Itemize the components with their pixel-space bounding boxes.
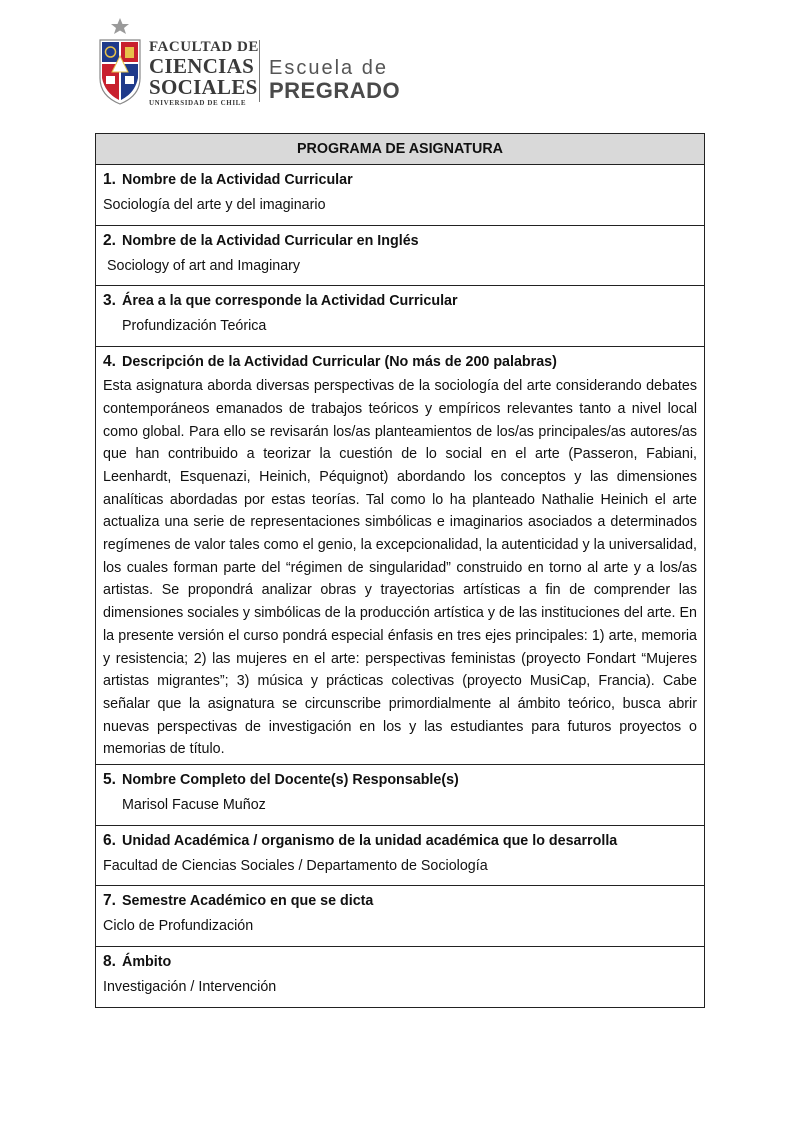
faculty-line-1: FACULTAD DE: [149, 39, 259, 55]
section-number: 4.: [103, 353, 116, 371]
section-body: Marisol Facuse Muñoz: [122, 797, 266, 814]
section-number: 3.: [103, 292, 116, 310]
section-body: Facultad de Ciencias Sociales / Departamento de Sociología: [103, 857, 488, 874]
section-row-5: [96, 765, 705, 826]
section-title: [103, 765, 697, 790]
section-body: Ciclo de Profundización: [103, 918, 254, 935]
section-row-1: [96, 165, 705, 226]
faculty-line-4: UNIVERSIDAD DE CHILE: [149, 99, 247, 107]
section-title: [103, 886, 697, 911]
section-title-text: Descripción de la Actividad Curricular (No más de 200 palabras): [122, 354, 557, 371]
section-title: [103, 947, 697, 972]
section-row-7: [96, 886, 705, 947]
section-number: 7.: [103, 892, 116, 910]
section-body: Investigación / Intervención: [103, 979, 277, 996]
section-number: 8.: [103, 953, 116, 971]
table-title: PROGRAMA DE ASIGNATURA: [96, 134, 705, 165]
logo-divider: [259, 40, 260, 102]
section-row-8: [96, 947, 705, 1008]
university-shield-icon: [97, 16, 143, 106]
section-title-text: Semestre Académico en que se dicta: [122, 893, 374, 910]
section-row-2: [96, 225, 705, 286]
section-title: [103, 286, 697, 311]
section-title-text: Unidad Académica / organismo de la unidad académica que lo desarrolla: [122, 832, 618, 849]
section-title: [103, 347, 697, 372]
section-title-text: Nombre de la Actividad Curricular: [122, 172, 353, 188]
section-body: Sociología del arte y del imaginario: [103, 197, 326, 213]
faculty-line-3: SOCIALES: [149, 75, 258, 99]
section-number: 6.: [103, 831, 116, 849]
section-title-text: Nombre de la Actividad Curricular en Inglés: [122, 232, 419, 249]
section-title: [103, 826, 697, 851]
school-line-2: PREGRADO: [269, 78, 401, 103]
section-number: 2.: [103, 231, 116, 249]
section-title: [103, 226, 697, 251]
section-number: 1.: [103, 171, 116, 188]
program-table: [95, 133, 705, 1008]
faculty-name: [149, 40, 259, 107]
section-title-text: Área a la que corresponde la Actividad Curricular: [122, 293, 458, 310]
section-title-text: Ámbito: [122, 954, 172, 971]
table-header-row: [96, 134, 705, 165]
section-title-text: Nombre Completo del Docente(s) Responsable(s): [122, 772, 459, 789]
section-row-3: [96, 286, 705, 347]
section-body: Sociology of art and Imaginary: [103, 257, 301, 274]
section-title: [103, 165, 697, 190]
section-body: Profundización Teórica: [122, 318, 267, 335]
section-row-4: [96, 347, 705, 765]
description-paragraph: Esta asignatura aborda diversas perspectivas de la sociología del arte considerando debates contemporáneos emanados de trabajos teóricos y empíricos relevantes tanto a nivel local como global. Para ello se revisarán los/as planteamientos de los/as principales/as autores/as que han contribuido a teorizar la cuestión de lo social en el arte (Passeron, Fabiani, Leenhardt, Esquenazi, Heinich, Péquignot) abordando los conceptos y las dimensiones analíticas abordadas por estas teorías. Tal como lo ha planteado Nathalie Heinich el arte actualiza una serie de representaciones simbólicas e imaginarios asociados a determinados regímenes de valor tales como el genio, la excepcionalidad, la autenticidad y la universalidad, los cuales forman parte del “régimen de singularidad” construido en torno al arte y a los/as artistas. Se propondrá analizar obras y trayectorias artísticas a fin de comprender las dimensiones sociales y simbólicas de la producción artística y de las instituciones del arte. En la presente versión el curso pondrá especial énfasis en tres ejes principales: 1) arte, memoria y resistencia; 2) las mujeres en el arte: perspectivas feministas (proyecto Fondart “Mujeres artistas migrantes”; 3) música y prácticas colectivas (proyecto MusiCap, Francia). Cabe señalar que la asignatura se circunscribe primordialmente al ámbito teórico, busca abrir nuevas perspectivas de investigación en los y las estudiantes para futuros proyectos o memorias de título.: [103, 378, 697, 758]
school-name: [269, 58, 400, 102]
section-number: 5.: [103, 771, 116, 789]
school-line-1: Escuela de: [269, 57, 388, 79]
faculty-line-2: CIENCIAS: [149, 54, 255, 78]
section-row-6: [96, 825, 705, 886]
faculty-logo: [97, 16, 417, 106]
